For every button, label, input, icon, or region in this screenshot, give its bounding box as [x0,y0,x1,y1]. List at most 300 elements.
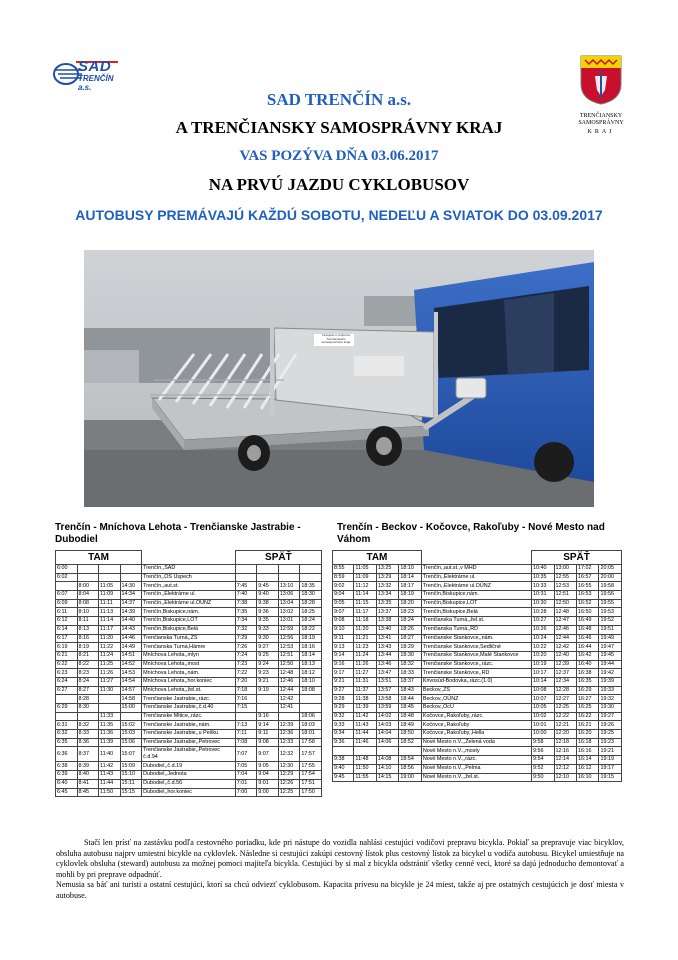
time-cell: 10:40 [532,565,554,574]
table-row [56,617,322,626]
time-cell: 16:42 [576,651,598,660]
time-cell: 12:51 [554,591,576,600]
time-cell: 9:04 [257,771,279,780]
time-cell: 6:39 [56,771,78,780]
time-cell: 6:22 [56,660,78,669]
time-cell: 18:17 [399,582,422,591]
time-cell: 9:19 [257,686,279,695]
time-cell: 12:29 [278,771,300,780]
time-cell: 15:02 [120,721,142,730]
table-row [56,738,322,747]
time-cell: 10:28 [532,608,554,617]
time-cell: 8:30 [77,704,99,713]
time-cell: 6:12 [56,617,78,626]
time-cell: 12:46 [278,677,300,686]
time-cell: 6:23 [56,669,78,678]
time-cell: 19:26 [599,721,622,730]
time-cell: 12:16 [554,747,576,756]
time-cell: 16:22 [576,712,598,721]
table-row [333,730,622,739]
time-cell: 13:01 [278,617,300,626]
time-cell: 14:54 [120,677,142,686]
time-cell [56,582,78,591]
sad-logo-text: SAD [78,58,112,75]
table-row [56,582,322,591]
time-cell: 18:28 [300,599,322,608]
route1-tam-header: TAM [56,551,142,565]
time-cell: 10:05 [532,704,554,713]
time-cell: 14:15 [376,773,398,782]
time-cell: 11:44 [99,779,121,788]
time-cell: 9:11 [333,634,354,643]
time-cell: 19:42 [599,669,622,678]
time-cell: 8:22 [77,660,99,669]
stop-name-cell: Trenčianska Turná,,žel.st. [421,617,531,626]
time-cell: 18:19 [300,634,322,643]
time-cell: 6:31 [56,721,78,730]
time-cell: 6:24 [56,677,78,686]
time-cell: 18:16 [300,643,322,652]
time-cell: 11:39 [354,704,376,713]
time-cell: 9:00 [257,788,279,797]
table-row [56,695,322,704]
time-cell: 12:18 [554,738,576,747]
time-cell: 16:10 [576,773,598,782]
time-cell: 18:20 [399,599,422,608]
stop-name-cell: Trenčín,Biskupice,nám. [142,608,236,617]
stop-name-cell: Nové Mesto n.V.,,žel.st. [421,773,531,782]
time-cell [376,747,398,756]
time-cell: 11:23 [354,643,376,652]
time-cell: 12:25 [554,704,576,713]
time-cell: 11:25 [99,660,121,669]
time-cell: 11:22 [99,643,121,652]
time-cell: 8:08 [77,599,99,608]
stop-name-cell: Trenčín,Biskupice,Belá [142,625,236,634]
route2-spat-header: SPÄŤ [532,551,622,565]
stop-name-cell: Dubodiel,,č.d.19 [142,762,236,771]
time-cell: 13:37 [376,608,398,617]
stop-name-cell: Beckov,,OcÚ [421,704,531,713]
time-cell: 18:32 [399,660,422,669]
time-cell: 12:47 [554,617,576,626]
time-cell: 11:48 [354,756,376,765]
time-cell: 9:50 [532,773,554,782]
time-cell: 19:53 [599,608,622,617]
time-cell: 15:07 [120,747,142,762]
time-cell: 18:22 [300,625,322,634]
time-cell [77,573,99,582]
time-cell: 12:12 [554,764,576,773]
stop-name-cell: Dubodiel,,hor.koniec [142,788,236,797]
time-cell: 19:45 [599,651,622,660]
stop-name-cell: Nové Mesto n.V.,,mosty [421,747,531,756]
time-cell [300,565,322,574]
time-cell: 13:41 [376,634,398,643]
time-cell: 7:00 [235,788,257,797]
time-cell: 12:40 [554,651,576,660]
time-cell: 9:45 [257,582,279,591]
table-row [56,591,322,600]
time-cell: 10:02 [532,712,554,721]
time-cell: 12:39 [554,660,576,669]
table-row [56,771,322,780]
time-cell: 13:35 [376,599,398,608]
time-cell: 12:26 [278,779,300,788]
time-cell: 18:10 [399,565,422,574]
time-cell: 19:21 [599,747,622,756]
table-row [56,599,322,608]
table-row [56,677,322,686]
time-cell: 12:42 [554,643,576,652]
time-cell: 6:09 [56,599,78,608]
time-cell: 7:34 [235,617,257,626]
time-cell [300,573,322,582]
table-row [333,712,622,721]
time-cell: 7:29 [235,634,257,643]
time-cell: 16:44 [576,643,598,652]
stop-name-cell: Trenčín,Biskupice,Belá [421,608,531,617]
time-cell [257,704,279,713]
time-cell: 8:00 [77,582,99,591]
time-cell: 14:08 [376,756,398,765]
time-cell [333,747,354,756]
time-cell: 12:25 [278,788,300,797]
page-title: NA PRVÚ JAZDU CYKLOBUSOV [208,175,470,194]
time-cell: 9:36 [333,738,354,747]
table-row [333,721,622,730]
table-row [333,573,622,582]
time-cell: 13:25 [376,565,398,574]
time-cell: 14:58 [120,695,142,704]
time-cell [257,565,279,574]
time-cell [56,695,78,704]
time-cell: 12:44 [554,634,576,643]
time-cell: 9:36 [257,608,279,617]
time-cell [120,565,142,574]
time-cell: 12:50 [278,660,300,669]
time-cell: 11:27 [99,677,121,686]
time-cell: 7:05 [235,762,257,771]
time-cell: 6:14 [56,625,78,634]
time-cell: 16:21 [576,721,598,730]
time-cell [278,573,300,582]
table-row [56,721,322,730]
time-cell: 11:39 [99,738,121,747]
time-cell: 8:16 [77,634,99,643]
time-cell: 9:25 [257,651,279,660]
time-cell: 11:14 [99,617,121,626]
time-cell: 10:30 [532,599,554,608]
trailer-banner-text: Cestujete s podporou Trenčianskeho samosprávneho kraja [321,333,351,344]
time-cell: 12:32 [278,747,300,762]
time-cell: 16:35 [576,677,598,686]
time-cell: 19:25 [599,730,622,739]
route1-rows [56,565,322,797]
time-cell: 18:48 [399,712,422,721]
time-cell: 19:56 [599,591,622,600]
time-cell: 10:20 [532,651,554,660]
stop-name-cell: Krivosúd-Bodovka,,rázc.(1.0) [421,677,531,686]
time-cell: 7:24 [235,651,257,660]
time-cell: 12:59 [278,625,300,634]
table-row [56,608,322,617]
time-cell: 18:25 [300,608,322,617]
time-cell: 18:44 [399,695,422,704]
time-cell: 19:33 [599,686,622,695]
time-cell [300,704,322,713]
time-cell: 8:41 [77,779,99,788]
bike-trailer-photo [84,250,594,507]
time-cell: 9:14 [333,651,354,660]
time-cell: 20:00 [599,573,622,582]
time-cell [120,712,142,721]
time-cell: 15:03 [120,730,142,739]
time-cell: 11:24 [354,651,376,660]
time-cell: 9:11 [257,730,279,739]
time-cell: 15:00 [120,704,142,713]
time-cell: 6:21 [56,651,78,660]
time-cell: 14:49 [120,643,142,652]
time-cell: 11:09 [99,591,121,600]
stop-name-cell: Trenčín,,Elektrárne ul. [142,591,236,600]
stop-name-cell: Kočovce,,Rakoľuby,,rázc. [421,712,531,721]
time-cell: 9:05 [257,762,279,771]
time-cell: 11:38 [354,695,376,704]
time-cell: 9:38 [333,756,354,765]
time-cell: 19:30 [599,704,622,713]
stop-name-cell: Trenčianske Mitice,,rázc. [142,712,236,721]
time-cell: 9:17 [333,669,354,678]
time-cell: 10:07 [532,695,554,704]
time-cell: 8:27 [77,686,99,695]
time-cell: 12:42 [278,695,300,704]
time-cell: 9:28 [333,695,354,704]
time-cell: 6:32 [56,730,78,739]
time-cell: 19:44 [599,660,622,669]
time-cell: 16:46 [576,634,598,643]
time-cell: 11:26 [354,660,376,669]
stop-name-cell: Trenčín,Biskupice,LOT [142,617,236,626]
table-row [333,617,622,626]
time-cell: 14:02 [376,712,398,721]
time-cell: 12:21 [554,721,576,730]
time-cell: 18:12 [300,669,322,678]
time-cell: 20:05 [599,565,622,574]
time-cell: 18:35 [300,582,322,591]
time-cell: 8:59 [333,573,354,582]
time-cell: 7:18 [235,686,257,695]
time-cell: 14:34 [120,591,142,600]
time-cell: 15:09 [120,762,142,771]
time-cell: 8:19 [77,643,99,652]
time-cell: 12:51 [278,651,300,660]
time-cell: 11:30 [99,686,121,695]
time-cell: 11:50 [354,764,376,773]
time-cell: 7:23 [235,660,257,669]
time-cell: 10:17 [532,669,554,678]
time-cell: 7:32 [235,625,257,634]
table-row [56,565,322,574]
time-cell: 12:28 [554,686,576,695]
time-cell: 7:35 [235,608,257,617]
time-cell: 16:49 [576,617,598,626]
time-cell: 7:22 [235,669,257,678]
time-cell: 6:19 [56,643,78,652]
route1-timetable [55,550,322,797]
time-cell: 12:27 [554,695,576,704]
time-cell: 12:53 [278,643,300,652]
stop-name-cell: Kočovce,,Rakoľuby,,Hella [421,730,531,739]
time-cell: 7:20 [235,677,257,686]
table-row [333,651,622,660]
time-cell: 9:40 [333,764,354,773]
time-cell: 8:28 [77,695,99,704]
time-cell: 16:25 [576,704,598,713]
time-cell: 6:35 [56,738,78,747]
stop-name-cell: Trenčín,,Elektrárne ul. [421,573,531,582]
time-cell: 11:12 [354,582,376,591]
stop-name-cell: Trenčín,Biskupice,nám. [421,591,531,600]
stop-name-cell: Nové Mesto n.V.,,rázc. [421,756,531,765]
stop-name-cell: Beckov,,OÚNZ [421,695,531,704]
route1-title: Trenčín - Mníchova Lehota - Trenčianske Jastrabie - Dubodiel [55,522,301,545]
time-cell: 14:53 [120,669,142,678]
time-cell: 17:57 [300,747,322,762]
stop-name-cell: Dubodiel,,Jednota [142,771,236,780]
stop-name-cell: Trenčianske Stankovce,,nám. [421,634,531,643]
time-cell: 9:21 [257,677,279,686]
time-cell: 12:44 [278,686,300,695]
time-cell: 14:37 [120,599,142,608]
stop-name-cell: Trenčianske Jastrabie,,u Pešku [142,730,236,739]
time-cell: 19:32 [599,695,622,704]
stop-name-cell: Trenčianska Turná,,ZŠ [142,634,236,643]
time-cell: 16:50 [576,608,598,617]
stop-name-cell: Trenčianska Turná,,RD [421,625,531,634]
stop-name-cell: Trenčianske Jastrabie,,Petrovec č.d.94 [142,747,236,762]
time-cell: 9:27 [333,686,354,695]
company-heading: SAD TRENČÍN a.s. [266,90,412,109]
stop-name-cell: Dubodiel,,č.d.56 [142,779,236,788]
time-cell: 9:27 [257,643,279,652]
time-cell: 11:15 [354,599,376,608]
time-cell: 10:08 [532,686,554,695]
sad-logo-city: TRENČÍN a.s. [78,74,114,92]
time-cell: 6:11 [56,608,78,617]
table-row [56,730,322,739]
time-cell: 8:13 [77,625,99,634]
time-cell: 9:52 [532,764,554,773]
route2-rows [333,565,622,782]
time-cell: 8:33 [77,730,99,739]
time-cell: 11:11 [99,599,121,608]
stop-name-cell: Mníchova Lehota,,most [142,660,236,669]
time-cell: 7:08 [235,738,257,747]
time-cell: 19:00 [399,773,422,782]
stop-name-cell: Trenčín,,SAD [142,565,236,574]
time-cell [77,565,99,574]
table-row [333,608,622,617]
time-cell: 13:51 [376,677,398,686]
time-cell: 19:17 [599,764,622,773]
time-cell: 8:23 [77,669,99,678]
time-cell: 14:40 [120,617,142,626]
time-cell [99,573,121,582]
stop-name-cell: Trenčianske Stankovce,Sedličné [421,643,531,652]
time-cell: 11:20 [99,634,121,643]
time-cell [399,747,422,756]
time-cell: 10:24 [532,634,554,643]
time-cell: 11:33 [99,712,121,721]
time-cell: 9:14 [257,721,279,730]
time-cell: 10:26 [532,625,554,634]
stop-name-cell: Mníchova Lehota,,nám. [142,669,236,678]
time-cell: 9:24 [257,660,279,669]
time-cell: 12:39 [278,721,300,730]
time-cell: 18:23 [399,608,422,617]
table-row [56,762,322,771]
time-cell: 16:40 [576,660,598,669]
stop-name-cell: Trenčín,Biskupice,LOT [421,599,531,608]
time-cell: 9:02 [333,582,354,591]
table-row [333,764,622,773]
table-row [56,634,322,643]
table-row [333,591,622,600]
time-cell: 15:11 [120,779,142,788]
table-row [56,660,322,669]
time-cell [56,712,78,721]
time-cell: 9:33 [257,625,279,634]
time-cell: 6:38 [56,762,78,771]
table-row [333,738,622,747]
time-cell: 9:33 [333,721,354,730]
time-cell: 9:16 [333,660,354,669]
time-cell: 8:11 [77,617,99,626]
time-cell: 6:07 [56,591,78,600]
time-cell: 15:10 [120,771,142,780]
time-cell: 17:50 [300,788,322,797]
time-cell: 16:29 [576,686,598,695]
time-cell: 18:43 [399,686,422,695]
time-cell: 18:54 [399,756,422,765]
time-cell: 13:10 [278,582,300,591]
stop-name-cell: Nové Mesto n.V.,,Zelená voda [421,738,531,747]
time-cell: 18:19 [399,591,422,600]
time-cell: 12:34 [554,677,576,686]
time-cell: 11:44 [354,730,376,739]
stop-name-cell: Trenčianske Stankovce,,rázc. [421,660,531,669]
time-cell: 18:24 [399,617,422,626]
time-cell: 12:10 [554,773,576,782]
route2-timetable [332,550,622,782]
stop-name-cell: Kočovce,,Rakoľuby [421,721,531,730]
time-cell: 13:29 [376,573,398,582]
time-cell: 10:01 [532,721,554,730]
time-cell: 18:45 [399,704,422,713]
time-cell: 11:42 [99,762,121,771]
time-cell: 16:12 [576,764,598,773]
table-row [333,669,622,678]
table-row [333,695,622,704]
time-cell: 6:36 [56,747,78,762]
time-cell: 11:31 [354,677,376,686]
time-cell: 9:05 [333,599,354,608]
time-cell: 9:38 [257,599,279,608]
time-cell: 9:07 [257,747,279,762]
time-cell [120,573,142,582]
time-cell: 12:48 [554,608,576,617]
